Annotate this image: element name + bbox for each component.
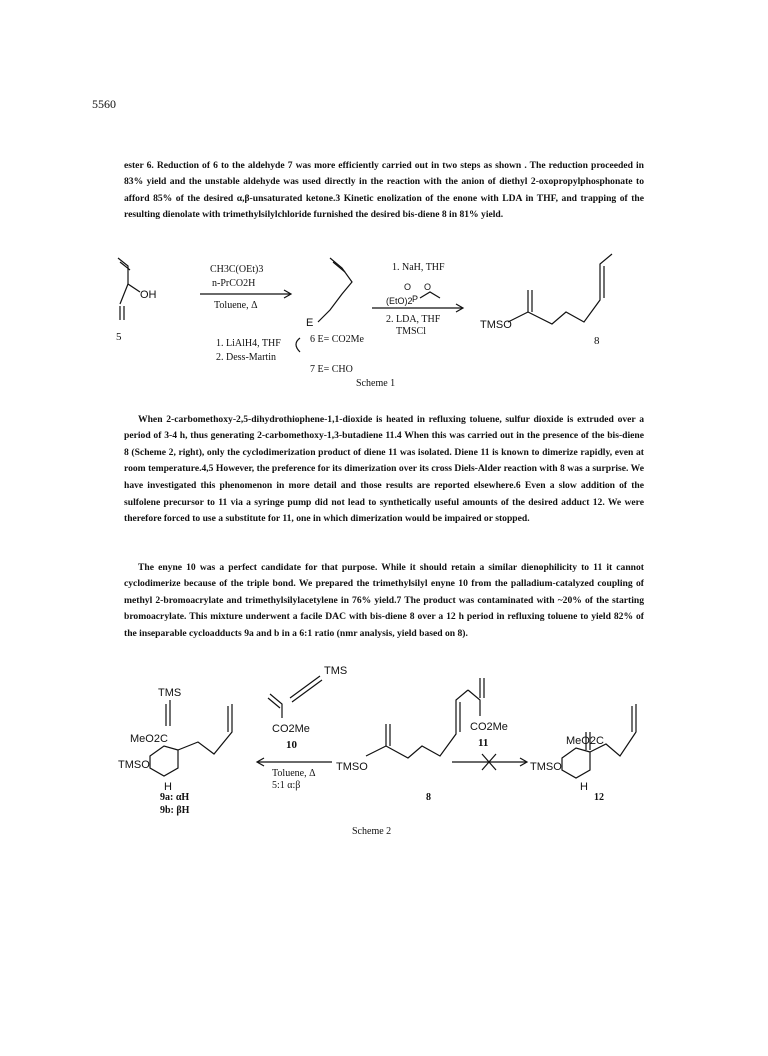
hydroxyl-label: OH xyxy=(140,289,157,301)
condition-solvent: Toluene, Δ xyxy=(272,768,316,779)
compound-5-structure xyxy=(118,258,140,320)
step-1-reagent: 1. NaH, THF xyxy=(392,262,445,273)
h-product9: H xyxy=(164,781,172,793)
label-8-scheme2: 8 xyxy=(426,792,431,803)
reagent-solvent: Toluene, Δ xyxy=(214,300,258,311)
paragraph-1: ester 6. Reduction of 6 to the aldehyde 7 was more efficiently carried out in two steps as shown . The reduction proceeded in 83% yield and the unstable aldehyde was used directly in the reaction with the anion of diethyl 2-oxopropylphosphonate to afford 85% of the desired α,β-unsaturated ketone.3 Kinetic enolization of the enone with LDA in THF, and trapping of the resulting dienolate with trimethylsilylchloride furnished the desired bis-diene 8 in 81% yield. xyxy=(124,159,644,221)
phosphonate-oxygen-2: O xyxy=(424,282,432,292)
diene-11-structure xyxy=(468,678,484,716)
reagent-orthoacetate: CH3C(OEt)3 xyxy=(210,264,264,275)
label-9b: 9b: βH xyxy=(160,805,190,816)
h-product12: H xyxy=(580,781,588,793)
page-number: 5560 xyxy=(92,97,116,111)
tmso-center: TMSO xyxy=(336,761,368,773)
compound-6-structure xyxy=(318,258,352,322)
ester-product12: MeO2C xyxy=(566,735,604,747)
phosphonate-ester: (EtO)2 xyxy=(386,296,413,306)
label-12: 12 xyxy=(594,792,604,803)
label-9a: 9a: αH xyxy=(160,792,190,803)
reagent-acid: n-PrCO2H xyxy=(212,278,256,289)
scheme-1-caption: Scheme 1 xyxy=(356,378,396,389)
compound-7-definition: 7 E= CHO xyxy=(310,364,353,375)
compound-5-label: 5 xyxy=(116,331,122,343)
paragraph-2: When 2-carbomethoxy-2,5-dihydrothiophene-1,1-dioxide is heated in refluxing toluene, sulfur dioxide is extruded over a period of 3-4 h, thus generating 2-carbomethoxy-1,3-butadiene 11.4 When this was carried out in the presence of the bis-diene 8 (Scheme 2, right), only the cyclodimerization product of diene 11 was isolated. Diene 11 is known to dimerize rapidly, even at room temperature.4,5 However, the preference for its dimerization over its cross Diels-Alder reaction with 8 was a surprise. We have investigated this phenomenon in more detail and those results are reported elsewhere.6 Even a slow addition of the sulfolene precursor to 11 via a syringe pump did not lead to synthetically useful amounts of the desired adduct 12. We were therefore forced to use a substitute for 11, one in which dimerization would be impaired or stopped. xyxy=(124,413,644,525)
phosphonate-oxygen-1: O xyxy=(404,282,412,292)
reduction-arc-top xyxy=(296,338,300,352)
scheme-2-figure xyxy=(0,660,768,793)
compound-6-definition: 6 E= CO2Me xyxy=(310,334,364,345)
paragraph-3: The enyne 10 was a perfect candidate for that purpose. While it should retain a similar dienophilicity to 11 it cannot cyclodimerize because of the triple bond. We prepared the trimethylsilyl enyne 10 from the palladium-catalyzed coupling of methyl 2-bromoacrylate and trimethylsilylacetylene in 76% yield.7 The product was contaminated with ~20% of the starting bromoacrylate. This mixture underwent a facile DAC with bis-diene 8 over a 12 h period in refluxing toluene to yield 82% of the inseparable cycloadducts 9a and b in a 6:1 ratio (nmr analysis, yield based on 8). xyxy=(124,561,644,639)
tmso-product9: TMSO xyxy=(118,759,150,771)
tms-label-enyne: TMS xyxy=(324,665,348,677)
scheme-2-caption: Scheme 2 xyxy=(352,826,392,837)
ester-e-label: E xyxy=(306,317,314,329)
reduction-step-2: 2. Dess-Martin xyxy=(216,352,276,363)
step-2-trap: TMSCl xyxy=(396,326,427,337)
bis-diene-8-structure xyxy=(366,690,468,758)
enyne-10-structure xyxy=(268,676,322,718)
ester-product9: MeO2C xyxy=(130,733,168,745)
tmso-product12: TMSO xyxy=(530,761,562,773)
tmso-label-scheme1: TMSO xyxy=(480,319,512,331)
tms-label-product9: TMS xyxy=(158,687,182,699)
condition-ratio: 5:1 α:β xyxy=(272,780,301,791)
compound-10-label: 10 xyxy=(286,739,297,751)
reduction-step-1: 1. LiAlH4, THF xyxy=(216,338,281,349)
ester-10-label: CO2Me xyxy=(272,723,310,735)
phosphonate-p: P xyxy=(412,294,419,304)
step-2-reagent: 2. LDA, THF xyxy=(386,314,441,325)
ester-11-label: CO2Me xyxy=(470,721,508,733)
compound-8-label: 8 xyxy=(594,335,600,347)
compound-8-structure xyxy=(508,254,612,324)
scheme-1-figure xyxy=(0,240,768,350)
compound-11-label: 11 xyxy=(478,737,489,749)
